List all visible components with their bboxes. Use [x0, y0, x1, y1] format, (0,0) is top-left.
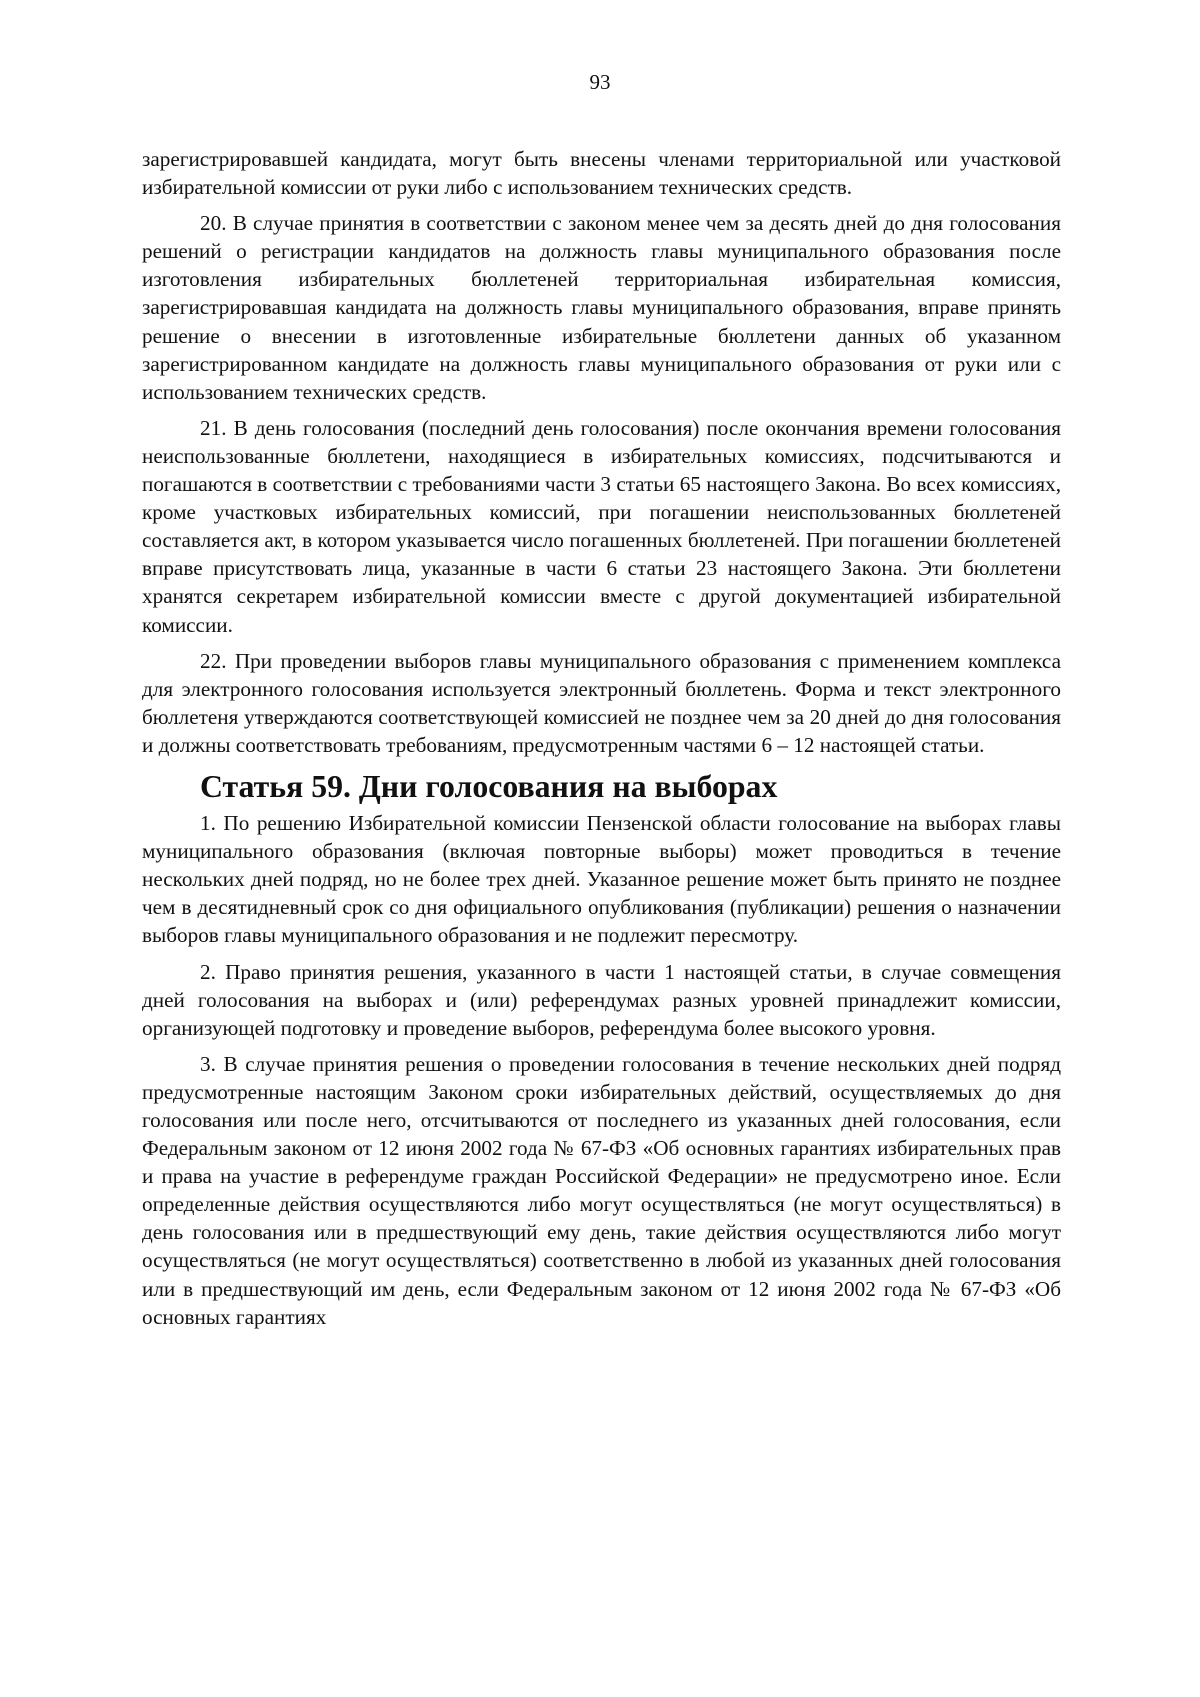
paragraph-item-20: 20. В случае принятия в соответствии с законом менее чем за десять дней до дня голосования решений о регистрации кандидатов на должность главы муниципального образования после изготовления избирательных бюллетеней территориальная избирательная комиссия, зарегистрировавшая кандидата на должность главы муниципального образования, вправе принять решение о внесении в изготовленные избирательные бюллетени данных об указанном зарегистрированном кандидате на должность главы муниципального образования от руки или с использованием технических средств.: [142, 211, 1061, 404]
article-heading: Статья 59. Дни голосования на выборах: [200, 768, 778, 804]
article-paragraph-2: 2. Право принятия решения, указанного в части 1 настоящей статьи, в случае совмещения дней голосования на выборах и (или) референдумах разных уровней принадлежит комиссии, организующей подготовку и проведение выборов, референдума более высокого уровня.: [142, 959, 1061, 1040]
document-body: [142, 145, 1061, 1339]
article-paragraph-3: 3. В случае принятия решения о проведении голосования в течение нескольких дней подряд предусмотренные настоящим Законом сроки избирательных действий, осуществляемых до дня голосования или после него, отсчитываются от последнего из указанных дней голосования, если Федеральным законом от 12 июня 2002 года № 67-ФЗ «Об основных гарантиях избирательных прав и права на участие в референдуме граждан Российской Федерации» не предусмотрено иное. Если определенные действия осуществляются либо могут осуществляться (не могут осуществляться) в день голосования или в предшествующий ему день, такие действия осуществляются либо могут осуществляться (не могут осуществляться) соответственно в любой из указанных дней голосования или в предшествующий им день, если Федеральным законом от 12 июня 2002 года № 67-ФЗ «Об основных гарантиях: [142, 1051, 1061, 1329]
page-number: 93: [589, 70, 611, 94]
article-paragraph-1: 1. По решению Избирательной комиссии Пензенской области голосование на выборах главы муниципального образования (включая повторные выборы) может проводиться в течение нескольких дней подряд, но не более трех дней. Указанное решение может быть принято не позднее чем в десятидневный срок со дня официального опубликования (публикации) решения о назначении выборов главы муниципального образования и не подлежит пересмотру.: [142, 811, 1061, 948]
paragraph-item-21: 21. В день голосования (последний день голосования) после окончания времени голосования неиспользованные бюллетени, находящиеся в избирательных комиссиях, подсчитываются и погашаются в соответствии с требованиями части 3 статьи 65 настоящего Закона. Во всех комиссиях, кроме участковых избирательных комиссий, при погашении неиспользованных бюллетеней составляется акт, в котором указывается число погашенных бюллетеней. При погашении бюллетеней вправе присутствовать лица, указанные в части 6 статьи 23 настоящего Закона. Эти бюллетени хранятся секретарем избирательной комиссии вместе с другой документацией избирательной комиссии.: [142, 415, 1061, 637]
paragraph-item-22: 22. При проведении выборов главы муниципального образования с применением комплекса для электронного голосования используется электронный бюллетень. Форма и текст электронного бюллетеня утверждаются соответствующей комиссией не позднее чем за 20 дней до дня голосования и должны соответствовать требованиям, предусмотренным частями 6 – 12 настоящей статьи.: [142, 648, 1061, 757]
paragraph-continuation: зарегистрировавшей кандидата, могут быть внесены членами территориальной или участковой избирательной комиссии от руки либо с использованием технических средств.: [142, 147, 1061, 200]
